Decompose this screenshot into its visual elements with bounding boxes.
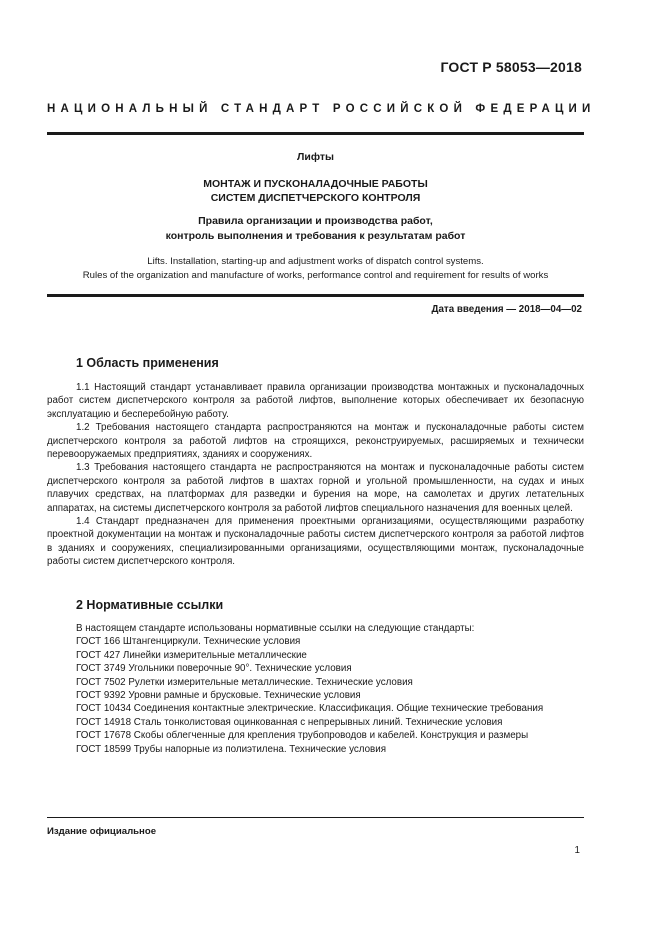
- english-title-line-2: Rules of the organization and manufacture of works, performance control and requirement for results of works: [82, 270, 549, 281]
- reference-item: ГОСТ 9392 Уровни рамные и брусковые. Технические условия: [76, 690, 361, 702]
- reference-item: ГОСТ 10434 Соединения контактные электрические. Классификация. Общие технические требования: [76, 703, 544, 715]
- reference-item: ГОСТ 17678 Скобы облегченные для крепления трубопроводов и кабелей. Конструкция и размеры: [76, 730, 529, 742]
- references-intro: В настоящем стандарте использованы нормативные ссылки на следующие стандарты:: [76, 623, 475, 634]
- english-title-line-1: Lifts. Installation, starting-up and adjustment works of dispatch control systems.: [147, 256, 484, 267]
- reference-item: ГОСТ 14918 Сталь тонколистовая оцинкованная с непрерывных линий. Технические условия: [76, 716, 503, 728]
- page-number: 1: [574, 845, 580, 856]
- title-line-1: МОНТАЖ И ПУСКОНАЛАДОЧНЫЕ РАБОТЫ: [203, 178, 428, 190]
- document-subtitle: [47, 214, 584, 244]
- reference-item: ГОСТ 427 Линейки измерительные металлические: [76, 649, 307, 661]
- section-2-heading: 2 Нормативные ссылки: [76, 598, 224, 612]
- english-title: [47, 255, 584, 283]
- title-line-2: СИСТЕМ ДИСПЕТЧЕРСКОГО КОНТРОЛЯ: [210, 192, 421, 204]
- paragraph-1-4: 1.4 Стандарт предназначен для применения проектными организациями, осуществляющими разработку проектной документации на монтаж и пусконаладочные работы систем диспетчерского контроля за работой лифтов в зданиях и сооружениях, специализированными организациями, осуществляющими монтаж, пусконаладочные работы систем диспетчерского контроля.: [47, 516, 584, 568]
- section-2-body: [47, 622, 584, 756]
- header-divider: [47, 132, 584, 135]
- reference-item: ГОСТ 166 Штангенциркули. Технические условия: [76, 636, 301, 648]
- reference-item: ГОСТ 3749 Угольники поверочные 90°. Технические условия: [76, 663, 352, 675]
- subtitle-line-1: Правила организации и производства работ,: [198, 215, 433, 227]
- document-title: [47, 177, 584, 205]
- document-category: Лифты: [297, 151, 334, 163]
- footer-divider: [47, 817, 584, 818]
- reference-item: ГОСТ 18599 Трубы напорные из полиэтилена. Технические условия: [76, 743, 387, 755]
- national-standard-banner: НАЦИОНАЛЬНЫЙ СТАНДАРТ РОССИЙСКОЙ ФЕДЕРАЦИИ: [47, 103, 596, 115]
- standard-number: ГОСТ Р 58053—2018: [440, 59, 582, 75]
- section-1-heading: 1 Область применения: [76, 356, 219, 370]
- official-edition-label: Издание официальное: [47, 826, 157, 837]
- introduction-date: Дата введения — 2018—04—02: [431, 304, 582, 315]
- subtitle-line-2: контроль выполнения и требования к результатам работ: [165, 230, 466, 242]
- paragraph-1-2: 1.2 Требования настоящего стандарта распространяются на монтаж и пусконаладочные работы систем диспетчерского контроля за работой лифтов на строящихся, реконструируемых, расширяемых и технически перевооружаемых предприятиях, зданиях и сооружениях.: [47, 422, 584, 461]
- section-1-body: [47, 381, 584, 569]
- title-divider: [47, 294, 584, 297]
- paragraph-1-1: 1.1 Настоящий стандарт устанавливает правила организации производства монтажных и пусконаладочных работ систем диспетчерского контроля за работой лифтов, выполнение которых обеспечивает их безопасную эксплуатацию и бесперебойную работу.: [47, 382, 584, 420]
- reference-item: ГОСТ 7502 Рулетки измерительные металлические. Технические условия: [76, 676, 413, 688]
- paragraph-1-3: 1.3 Требования настоящего стандарта не распространяются на монтаж и пусконаладочные работы систем диспетчерского контроля за работой лифтов в шахтах горной и угольной промышленности, на судах и иных плавучих средствах, на платформах для разведки и бурения на море, на самолетах и других летательных аппаратах, на системы диспетчерского контроля за работой лифтов специального назначения для военных целей.: [47, 462, 584, 514]
